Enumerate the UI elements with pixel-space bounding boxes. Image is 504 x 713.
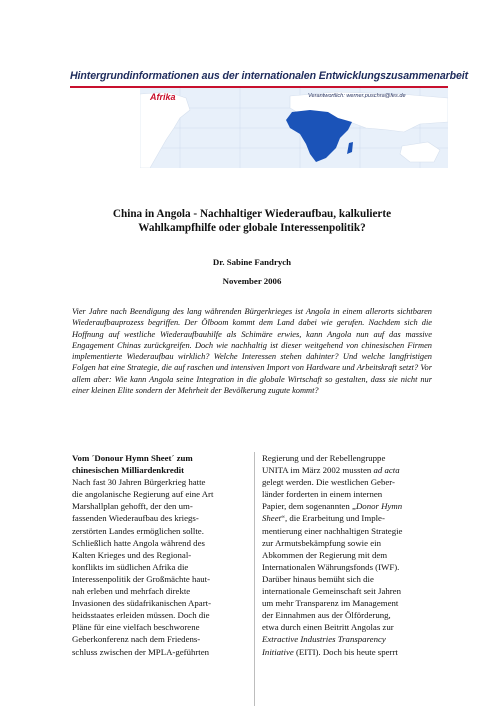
- body-line: nah erleben und mehrfach direkte: [72, 586, 191, 597]
- column-divider: [254, 452, 255, 706]
- body-line: länder forderten in einem internen: [262, 489, 383, 500]
- initiative-name: Initiative: [262, 646, 294, 657]
- publication-date: November 2006: [222, 276, 282, 286]
- body-line: Kalten Krieges und des Regional-: [72, 549, 192, 560]
- series-title: Hintergrundinformationen aus der internationalen Entwicklungszusammenarbeit: [70, 70, 469, 82]
- body-line: Pläne für eine vielfach beschworene: [72, 622, 200, 633]
- heading-line: Vom ´Donour Hymn Sheet´ zum: [72, 453, 193, 463]
- heading-line: chinesischen Milliardenkredit: [72, 465, 185, 476]
- body-paragraph: [262, 452, 431, 658]
- author: Dr. Sabine Fandrych: [212, 257, 292, 267]
- body-line: der Einnahmen aus der Ölförderung,: [262, 610, 391, 621]
- document-name: Donor Hymn: [355, 501, 403, 512]
- body-line: konflikts im südlichen Afrika die: [72, 561, 189, 572]
- abstract: Vier Jahre nach Beendigung des lang währenden Bürgerkrieges ist Angola in einem allerorts sichtbaren Wiederaufbauprozess begriffen. Der Ölboom kommt dem Land dabei wie gerufen. Nachdem sich die Hoffnung auf westliche Wiederaufbauhilfe als Schimäre erwies, kann Angola nun auf das massive Engagement Chinas zurückgreifen. Doch wie nachhaltig ist dieser weitgehend von chinesischen Firmen implementierte Wiederaufbau wirklich? Welche Interessen stehen dahinter? Und welche langfristigen Folgen hat eine Strategie, die auf raschen und intensiven Import von Hardware und Arbeitskraft setzt? Vor allem aber: Wie kann Angola seine Integration in die globale Wirtschaft so gestalten, dass sie nicht nur einer kleinen Elite sondern der Mehrheit der Bevölkerung zugute kommt?: [72, 307, 432, 396]
- latin-phrase: ad acta: [373, 465, 400, 476]
- body-line: um mehr Transparenz im Management: [262, 598, 399, 609]
- section-heading: [72, 452, 241, 476]
- body-line: fassenden Wiederaufbau des kriegs-: [72, 513, 199, 524]
- title-line: China in Angola - Nachhaltiger Wiederaufbau, kalkulierte: [112, 208, 392, 220]
- right-column: [262, 452, 431, 658]
- body-line: Internationalen Währungsfonds (IWF).: [262, 561, 400, 572]
- body-line: Nach fast 30 Jahren Bürgerkrieg hatte: [72, 477, 206, 488]
- body-line: zur Armutsbekämpfung sowie ein: [262, 537, 381, 548]
- left-column: [72, 452, 241, 658]
- header-banner: [70, 70, 469, 170]
- body-paragraph: [72, 476, 241, 657]
- body-line: die angolanische Regierung auf eine Art: [72, 489, 214, 500]
- document-title: [60, 207, 444, 235]
- body-line: Marshallplan gehofft, der den um-: [72, 501, 193, 512]
- title-line: Wahlkampfhilfe oder globale Interessenpolitik?: [138, 222, 366, 234]
- body-line: etwa durch einen Beitritt Angolas zur: [262, 622, 394, 633]
- body-line: Papier, dem sogenannten „: [262, 501, 356, 512]
- body-line: gelegt werden. Die westlichen Geber-: [262, 477, 395, 488]
- body-line: schluss zwischen der MPLA-geführten: [72, 646, 210, 657]
- document-name: Sheet: [262, 513, 282, 524]
- region-label: Afrika: [150, 92, 176, 102]
- body-line: zerstörten Landes ermöglichen sollte.: [72, 525, 204, 536]
- body-line: heidsstaates erleiden müssen. Doch die: [72, 610, 210, 621]
- contact-label: Verantwortlich: werner.puschra@fes.de: [308, 93, 406, 99]
- body-line: “, die Erarbeitung und Imple-: [281, 513, 385, 524]
- body-line: Invasionen des südafrikanischen Apart-: [72, 598, 211, 609]
- body-line: Regierung und der Rebellengruppe: [262, 453, 386, 463]
- body-line: Schließlich hatte Angola während des: [72, 537, 205, 548]
- body-line: internationale Gemeinschaft seit Jahren: [262, 586, 401, 597]
- body-line: Interessenpolitik der Großmächte haut-: [72, 573, 211, 584]
- body-line: mentierung einer nachhaltigen Strategie: [262, 525, 403, 536]
- world-map-graphic: [140, 88, 448, 168]
- body-line: (EITI). Doch bis heute sperrt: [293, 646, 398, 657]
- body-line: UNITA im März 2002 mussten: [262, 465, 374, 476]
- body-line: Geberkonferenz nach dem Friedens-: [72, 634, 201, 645]
- initiative-name: Extractive Industries Transparency: [262, 634, 386, 645]
- body-line: Darüber hinaus bemüht sich die: [262, 573, 374, 584]
- body-line: Abkommen der Regierung mit dem: [262, 549, 388, 560]
